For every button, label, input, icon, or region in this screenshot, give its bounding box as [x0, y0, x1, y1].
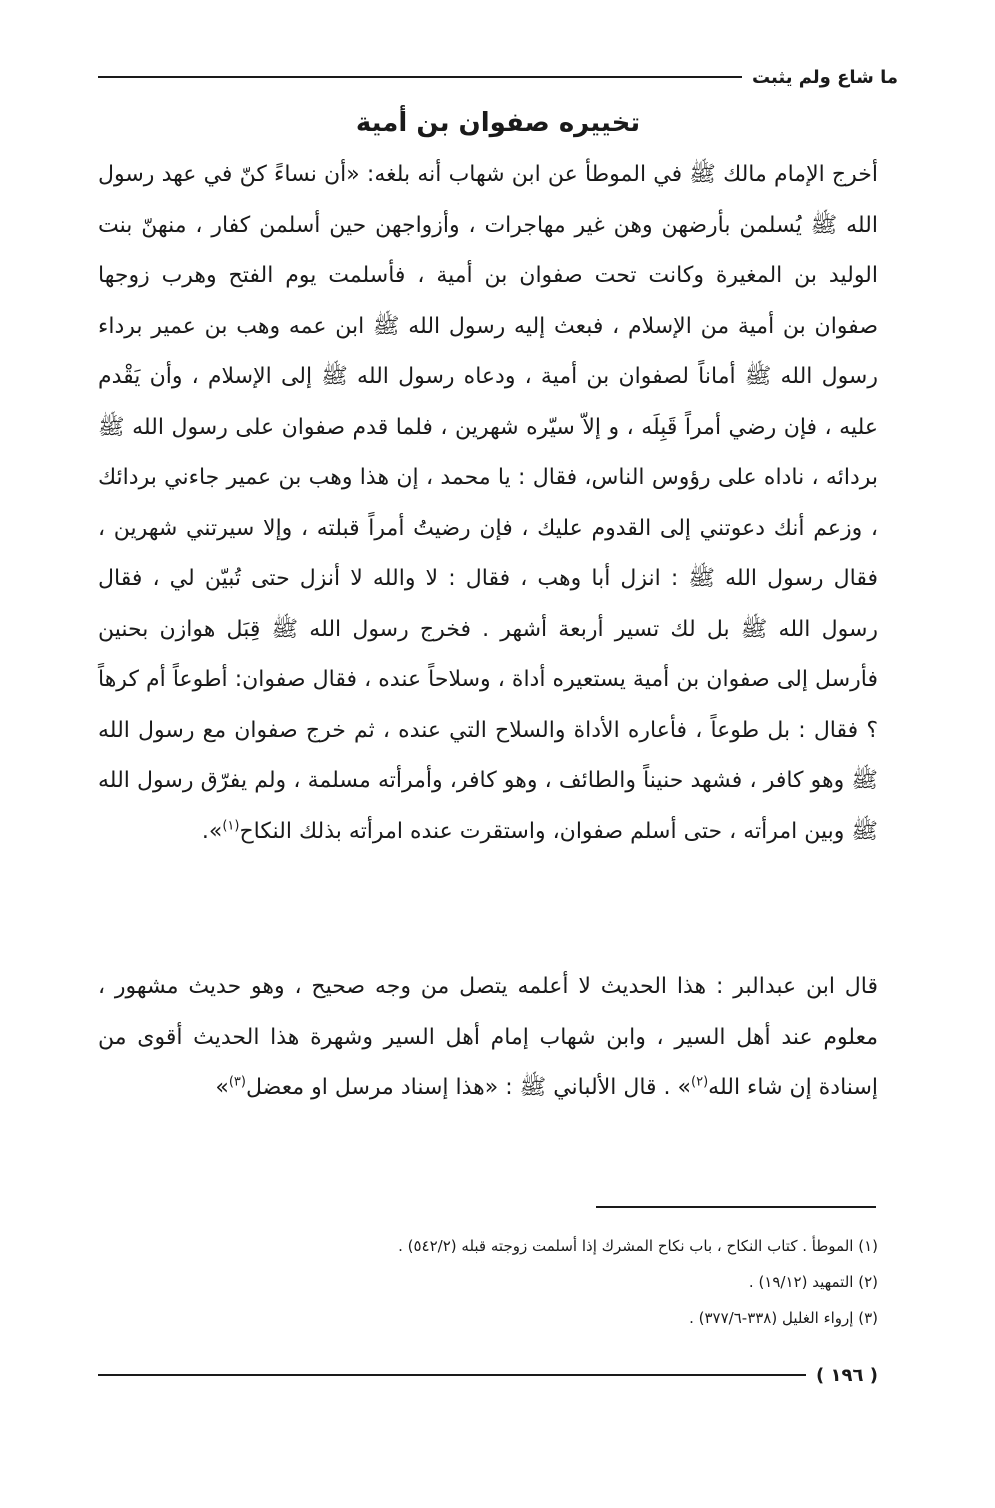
paragraph-commentary: [98, 962, 878, 1114]
footnotes-list: [98, 1228, 878, 1336]
footnote-separator: [596, 1206, 876, 1208]
footnote-item-3: (٣) إرواء الغليل (٣٣٨-٣٧٧/٦) .: [689, 1309, 878, 1327]
paragraph-hadith-tail: ».: [201, 818, 223, 844]
page-header: [98, 62, 898, 92]
running-title: ما شاع ولم يثبت: [751, 66, 898, 88]
paragraph-hadith-text: أخرج الإمام مالك ﷺ في الموطأ عن ابن شهاب أنه بلغه: «أن نساءً كنّ في عهد رسول الله ﷺ يُسلمن بأرضهن وهن غير مهاجرات ، وأزواجهن حين أسلمن كفار ، منهنّ بنت الوليد بن المغيرة وكانت تحت صفوان بن أمية ، فأسلمت يوم الفتح وهرب زوجها صفوان بن أمية من الإسلام ، فبعث إليه رسول الله ﷺ ابن عمه وهب بن عمير برداء رسول الله ﷺ أماناً لصفوان بن أمية ، ودعاه رسول الله ﷺ إلى الإسلام ، وأن يَقْدم عليه ، فإن رضي أمراً قَبِلَه ، و إلاّ سيّره شهرين ، فلما قدم صفوان على رسول الله ﷺ بردائه ، ناداه على رؤوس الناس، فقال : يا محمد ، إن هذا وهب بن عمير جاءني بردائك ، وزعم أنك دعوتني إلى القدوم عليك ، فإن رضيتُ أمراً قبلته ، وإلا سيرتني شهرين ، فقال رسول الله ﷺ : انزل أبا وهب ، فقال : لا والله لا أنزل حتى تُبيّن لي ، فقال رسول الله ﷺ بل لك تسير أربعة أشهر . فخرج رسول الله ﷺ قِبَل هوازن بحنين فأرسل إلى صفوان بن أمية يستعيره أداة ، وسلاحاً عنده ، فقال صفوان: أطوعاً أم كرهاً ؟ فقال : بل طوعاً ، فأعاره الأداة والسلاح التي عنده ، ثم خرج صفوان مع رسول الله ﷺ وهو كافر ، فشهد حنيناً والطائف ، وهو كافر، وأمرأته مسلمة ، ولم يفرّق رسول الله ﷺ وبين امرأته ، حتى أسلم صفوان، واستقرت عنده امرأته بذلك النكاح: [98, 162, 878, 844]
footnote-ref-2: (٢): [691, 1074, 709, 1090]
footnote-item-1: (١) الموطأ . كتاب النكاح ، باب نكاح المشرك إذا أسلمت زوجته قبله (٥٤٢/٢) .: [398, 1237, 878, 1255]
section-title: تخييره صفوان بن أمية: [355, 108, 641, 138]
page-footer: [98, 1360, 878, 1390]
footnote-ref-1: (١): [222, 818, 240, 834]
footnote-ref-3: (٣): [228, 1074, 246, 1090]
header-rule: [98, 76, 742, 78]
paragraph-hadith: [98, 150, 878, 857]
footnote-item-2: (٢) التمهيد (١٩/١٢) .: [748, 1273, 878, 1291]
footer-rule: [98, 1374, 806, 1376]
paragraph-commentary-tail: »: [215, 1075, 229, 1100]
paragraph-commentary-text-2: » . قال الألباني ﷺ : «هذا إسناد مرسل او معضل: [245, 1075, 692, 1100]
paragraph-commentary-text-1: قال ابن عبدالبر : هذا الحديث لا أعلمه يتصل من وجه صحيح ، وهو حديث مشهور ، معلوم عند أهل السير ، وابن شهاب إمام أهل السير وشهرة هذا الحديث أقوى من إسنادة إن شاء الله: [98, 974, 878, 1100]
page-number: ( ١٩٦ ): [816, 1364, 878, 1386]
